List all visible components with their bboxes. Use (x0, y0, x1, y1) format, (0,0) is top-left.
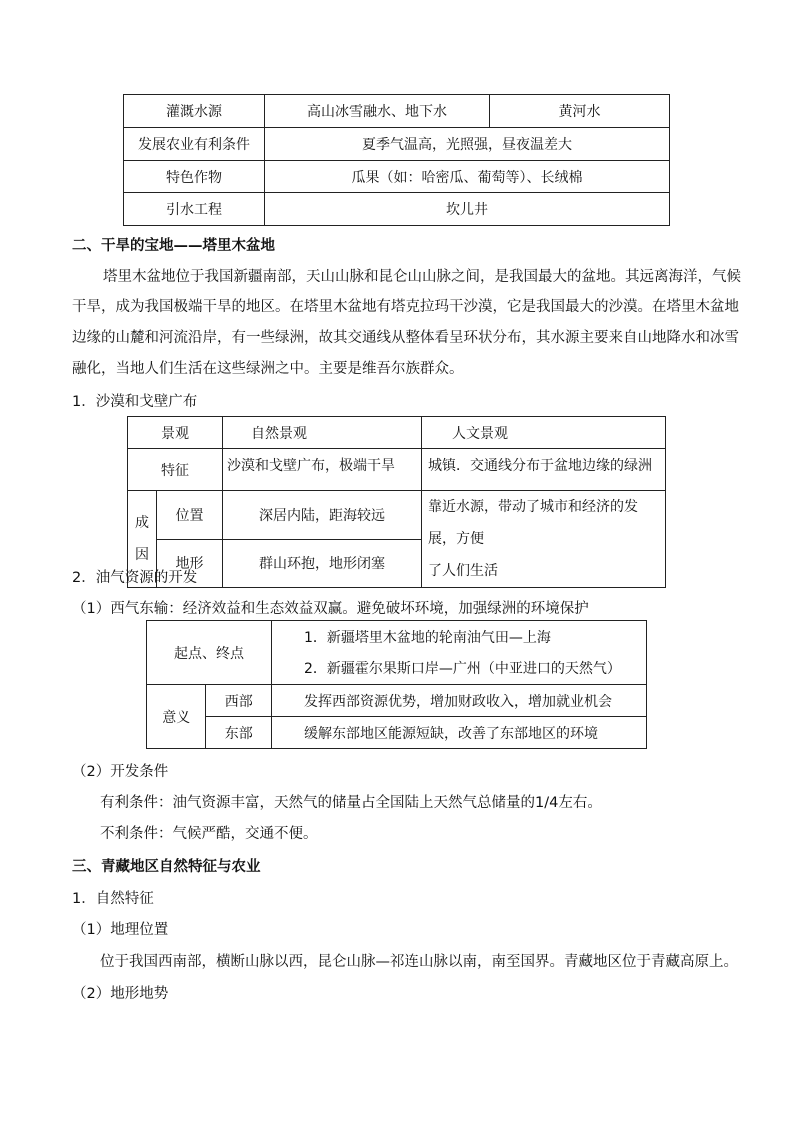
renwen-line: 靠近水源，带动了城市和经济的发展，方便 (428, 499, 638, 547)
cell: 西部 (206, 685, 272, 717)
paragraph-line: 塔里木盆地位于我国新疆南部，天山山脉和昆仑山山脉之间，是我国最大的盆地。其远离海洋，气候 (103, 269, 741, 285)
cell: 黄河水 (490, 95, 670, 128)
cell: 坎儿井 (265, 193, 670, 226)
subheading: （2）开发条件 (72, 764, 169, 780)
cell: 特色作物 (124, 161, 265, 193)
subheading: 2．油气资源的开发 (72, 570, 198, 586)
gas-pipeline-table (146, 620, 647, 749)
cell: 地形 (156, 539, 222, 588)
cell: 灌溉水源 (124, 95, 265, 128)
section3-heading: 三、青藏地区自然特征与农业 (72, 859, 261, 875)
cell: 发挥西部资源优势，增加财政收入，增加就业机会 (272, 685, 647, 717)
cell: 群山环抱，地形闭塞 (223, 539, 422, 588)
cell: 人文景观 (422, 417, 666, 449)
cell: 自然景观 (223, 417, 422, 449)
subheading: 1．沙漠和戈壁广布 (72, 394, 198, 410)
cell: 夏季气温高，光照强，昼夜温差大 (265, 128, 670, 161)
paragraph-line: 融化，当地人们生活在这些绿洲之中。主要是维吾尔族群众。 (72, 361, 464, 377)
cell: 东部 (206, 717, 272, 749)
cell: 特征 (128, 449, 223, 491)
favorable-conditions: 有利条件：油气资源丰富，天然气的储量占全国陆上天然气总储量的1/4左右。 (100, 795, 602, 811)
cell: 2．新疆霍尔果斯口岸—广州（中亚进口的天然气） (272, 653, 647, 685)
cell: 发展农业有利条件 (124, 128, 265, 161)
cell: 城镇．交通线分布于盆地边缘的绿洲 (422, 449, 666, 491)
cell (422, 491, 666, 588)
renwen-line: 了人们生活 (428, 563, 498, 579)
cell: 缓解东部地区能源短缺，改善了东部地区的环境 (272, 717, 647, 749)
cell: 意义 (147, 685, 206, 749)
location-text: 位于我国西南部，横断山脉以西，昆仑山脉—祁连山脉以南，南至国界。青藏地区位于青藏高原上。 (100, 954, 738, 970)
cell: 高山冰雪融水、地下水 (265, 95, 490, 128)
paragraph-line: 干旱，成为我国极端干旱的地区。在塔里木盆地有塔克拉玛干沙漠，它是我国最大的沙漠。在塔里木盆地 (72, 299, 739, 315)
subheading: 1．自然特征 (72, 891, 154, 907)
cell: 引水工程 (124, 193, 265, 226)
cell: 1．新疆塔里木盆地的轮南油气田—上海 (272, 621, 647, 653)
cheng-label: 成 (134, 515, 149, 531)
yin-label: 因 (134, 547, 149, 563)
cell: 景观 (128, 417, 223, 449)
subheading: （1）地理位置 (72, 922, 169, 938)
subheading: （2）地形地势 (72, 986, 169, 1002)
subheading: （1）西气东输：经济效益和生态效益双赢。避免破坏环境，加强绿洲的环境保护 (72, 601, 589, 617)
unfavorable-conditions: 不利条件：气候严酷，交通不便。 (100, 826, 318, 842)
cell: 瓜果（如：哈密瓜、葡萄等）、长绒棉 (265, 161, 670, 193)
irrigation-table (123, 94, 670, 226)
cell: 沙漠和戈壁广布，极端干旱 (223, 449, 422, 491)
desert-table (127, 416, 666, 588)
cell: 起点、终点 (147, 621, 272, 685)
cell: 位置 (156, 491, 222, 540)
section2-heading: 二、干旱的宝地——塔里木盆地 (72, 238, 275, 254)
paragraph-line: 边缘的山麓和河流沿岸，有一些绿洲，故其交通线从整体看呈环状分布，其水源主要来自山地降水和冰雪 (72, 330, 739, 346)
cell: 深居内陆，距海较远 (223, 491, 422, 540)
